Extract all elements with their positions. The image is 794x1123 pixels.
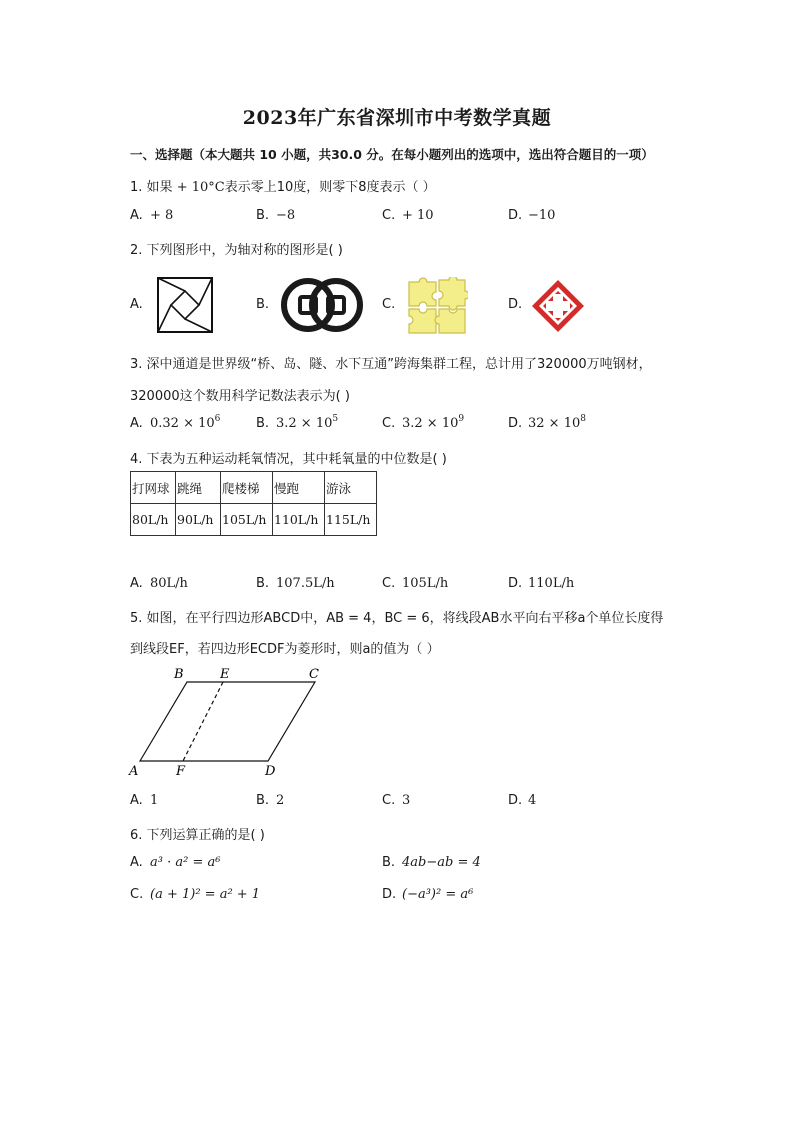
question-2-label-d: D. — [508, 297, 523, 312]
question-6-stem: 6. 下列运算正确的是( ) — [130, 828, 265, 843]
question-4-option-d: D. 110L/h — [508, 576, 575, 591]
red-cross-icon — [531, 279, 585, 333]
table-cell: 105L/h — [221, 504, 273, 536]
question-2-label-b: B. — [256, 297, 270, 312]
table-cell: 115L/h — [325, 504, 377, 536]
question-6-option-c: C. (a + 1)² = a² + 1 — [130, 887, 261, 902]
question-1-option-d: D. −10 — [508, 208, 556, 223]
table-header-cell: 打网球 — [131, 472, 176, 504]
question-3-option-d: D. $32 \times 10^8$ — [508, 414, 586, 431]
table-header-cell: 慢跑 — [273, 472, 325, 504]
question-3-option-a: A. $0.32 \times 10^6$ — [130, 414, 221, 431]
vertex-label-c: C — [309, 667, 319, 682]
table-header-cell: 跳绳 — [176, 472, 221, 504]
page-title: 2023年广东省深圳市中考数学真题 — [242, 107, 552, 129]
table-header-cell: 游泳 — [325, 472, 377, 504]
question-1-option-b: B. −8 — [256, 208, 296, 223]
question-5-option-c: C. 3 — [382, 793, 411, 808]
question-1-stem-b: 表示零上10度，则零下8度表示（ ） — [224, 180, 436, 195]
table-cell: 80L/h — [131, 504, 176, 536]
question-1-option-a: A. + 8 — [130, 208, 174, 223]
parallelogram-figure — [126, 664, 326, 780]
puzzle-pieces-icon — [406, 277, 468, 335]
question-4-option-b: B. 107.5L/h — [256, 576, 335, 591]
question-5-option-a: A. 1 — [130, 793, 159, 808]
vertex-label-e: E — [220, 667, 230, 682]
vertex-label-d: D — [265, 764, 276, 779]
table-header-cell: 爬楼梯 — [221, 472, 273, 504]
vertex-label-b: B — [174, 667, 184, 682]
question-5-stem-line1: 5. 如图，在平行四边形ABCD中，AB = 4，BC = 6，将线段AB水平向右平移a个单位长度得 — [130, 611, 664, 626]
double-coin-icon — [280, 277, 364, 333]
question-6-option-b: B. 4ab−ab = 4 — [382, 855, 481, 870]
question-3-option-b: B. $3.2 \times 10^5$ — [256, 414, 339, 431]
table-header-row — [131, 472, 377, 504]
question-1-stem-math: + 10°C — [176, 180, 225, 195]
square-pinwheel-icon — [157, 277, 213, 333]
question-5-option-b: B. 2 — [256, 793, 285, 808]
vertex-label-f: F — [176, 764, 186, 779]
question-4-option-a: A. 80L/h — [130, 576, 188, 591]
question-5-option-d: D. 4 — [508, 793, 537, 808]
question-2-label-c: C. — [382, 297, 396, 312]
question-3-stem-line1: 3. 深中通道是世界级“桥、岛、隧、水下互通”跨海集群工程，总计用了320000万吨钢材， — [130, 357, 652, 372]
oxygen-table — [130, 471, 377, 536]
section-header: 一、选择题（本大题共 10 小题，共30.0 分。在每小题列出的选项中，选出符合题目的一项） — [130, 147, 654, 162]
table-cell: 90L/h — [176, 504, 221, 536]
question-2-stem: 2. 下列图形中，为轴对称的图形是( ) — [130, 243, 343, 258]
question-1-stem-a: 1. 如果 — [130, 180, 173, 195]
question-1-option-c: C. + 10 — [382, 208, 434, 223]
table-cell: 110L/h — [273, 504, 325, 536]
question-3-option-c: C. $3.2 \times 10^9$ — [382, 414, 465, 431]
question-5-stem-line2: 到线段EF，若四边形ECDF为菱形时，则a的值为（ ） — [130, 642, 440, 657]
question-2-label-a: A. — [130, 297, 143, 312]
question-4-stem: 4. 下表为五种运动耗氧情况，其中耗氧量的中位数是( ) — [130, 452, 447, 467]
question-6-option-a: A. a³ · a² = a⁶ — [130, 855, 221, 870]
vertex-label-a: A — [129, 764, 139, 779]
table-row — [131, 504, 377, 536]
question-6-option-d: D. (−a³)² = a⁶ — [382, 887, 474, 902]
question-1-stem — [130, 176, 436, 195]
question-3-stem-line2: 320000这个数用科学记数法表示为( ) — [130, 389, 350, 404]
question-4-option-c: C. 105L/h — [382, 576, 449, 591]
